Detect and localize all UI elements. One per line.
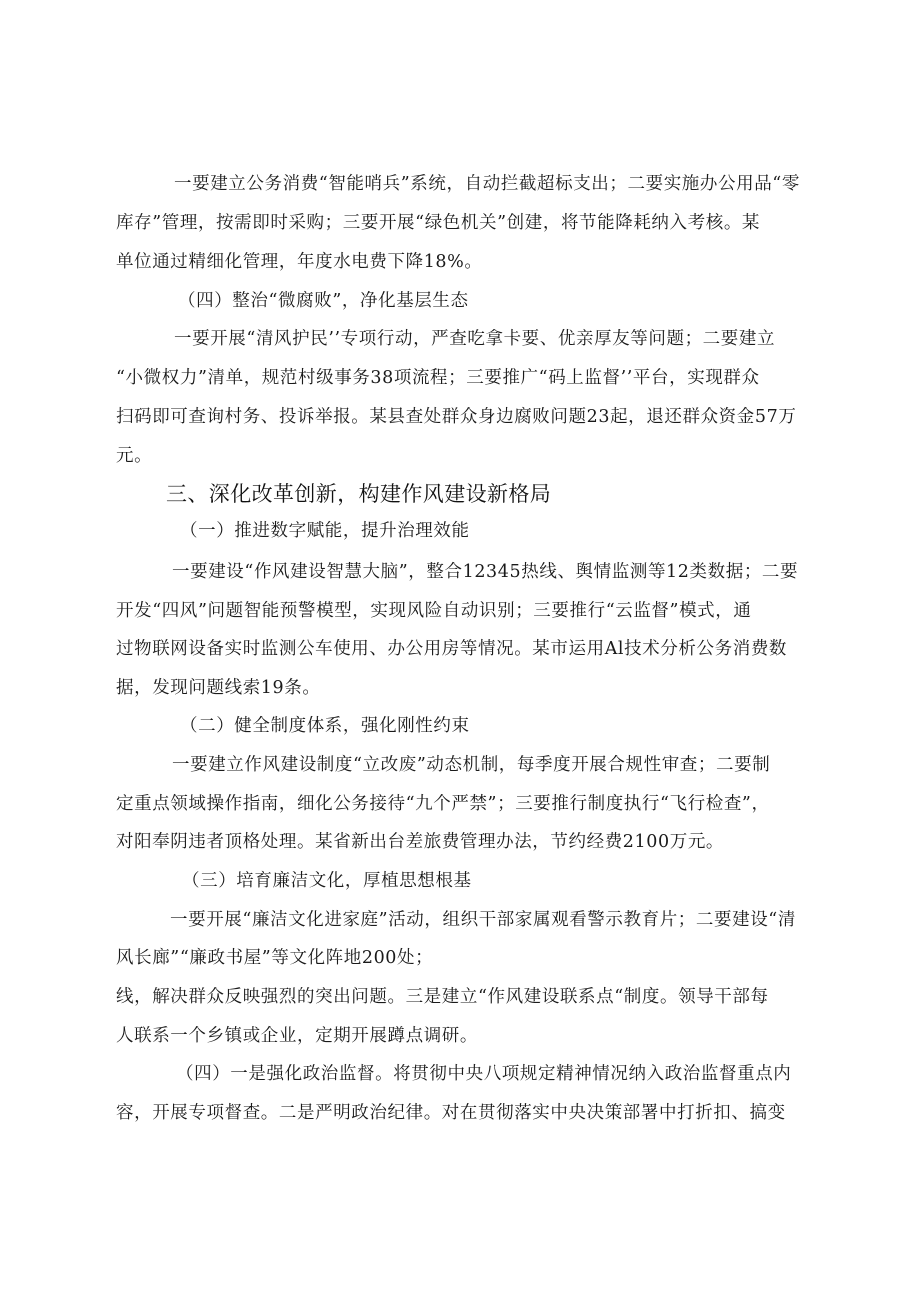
paragraph-line: 一要开展“清风护民’’专项行动，严查吃拿卡要、优亲厚友等问题；二要建立: [174, 329, 776, 349]
paragraph-line: （四）一是强化政治监督。将贯彻中央八项规定精神情况纳入政治监督重点内: [176, 1064, 792, 1084]
paragraph-line: 容，开展专项督查。二是严明政治纪律。对在贯彻落实中央决策部署中打折扣、搞变: [116, 1103, 786, 1123]
paragraph-line: 扫码即可查询村务、投诉举报。某县查处群众身边腐败问题23起，退还群众资金57万: [116, 407, 797, 427]
section-subheading: （一）推进数字赋能，提升治理效能: [180, 521, 470, 541]
paragraph-line: 定重点领域操作指南，细化公务接待“九个严禁”；三要推行制度执行“飞行检查”，: [116, 794, 770, 814]
paragraph-line: 开发“四风”问题智能预警模型，实现风险自动识别；三要推行“云监督”模式，通: [116, 601, 752, 621]
paragraph-line: 据，发现问题线索19条。: [116, 678, 321, 698]
paragraph-line: 一要建立公务消费“智能哨兵”系统，自动拦截超标支出；二要实施办公用品“零: [174, 174, 800, 194]
paragraph-line: 线，解决群众反映强烈的突出问题。三是建立“作风建设联系点“制度。领导干部每: [116, 987, 769, 1007]
paragraph-line: 库存”管理，按需即时采购；三要开展“绿色机关”创建，将节能降耗纳入考核。某: [116, 213, 761, 233]
section-heading: 三、深化改革创新，构建作风建设新格局: [166, 482, 552, 506]
paragraph-line: 一要建立作风建设制度“立改废”动态机制，每季度开展合规性审查；二要制: [172, 755, 771, 775]
paragraph-line: 过物联网设备实时监测公车使用、办公用房等情况。某市运用Al技术分析公务消费数: [116, 639, 788, 659]
paragraph-line: 一要开展“廉洁文化进家庭”活动，组织干部家属观看警示教育片；二要建设“清: [170, 910, 796, 930]
section-subheading: （二）健全制度体系，强化刚性约束: [180, 716, 470, 736]
paragraph-line: 风长廊”“廉政书屋”等文化阵地200处；: [116, 948, 434, 968]
paragraph-line: 对阳奉阴违者顶格处理。某省新出台差旅费管理办法，节约经费2100万元。: [116, 832, 725, 852]
paragraph-line: 一要建设“作风建设智慧大脑”，整合12345热线、舆情监测等12类数据；二要: [172, 562, 799, 582]
section-subheading: （四）整治“微腐败”，净化基层生态: [178, 291, 469, 311]
paragraph-line: 单位通过精细化管理，年度水电费下降18%。: [116, 252, 483, 272]
section-subheading: （三）培育廉洁文化，厚植思想根基: [182, 871, 472, 891]
paragraph-line: 人联系一个乡镇或企业，定期开展蹲点调研。: [116, 1026, 478, 1046]
paragraph-line: 元。: [116, 446, 153, 466]
paragraph-line: “小微权力”清单，规范村级事务38项流程；三要推广“码上监督’’平台，实现群众: [116, 368, 760, 388]
